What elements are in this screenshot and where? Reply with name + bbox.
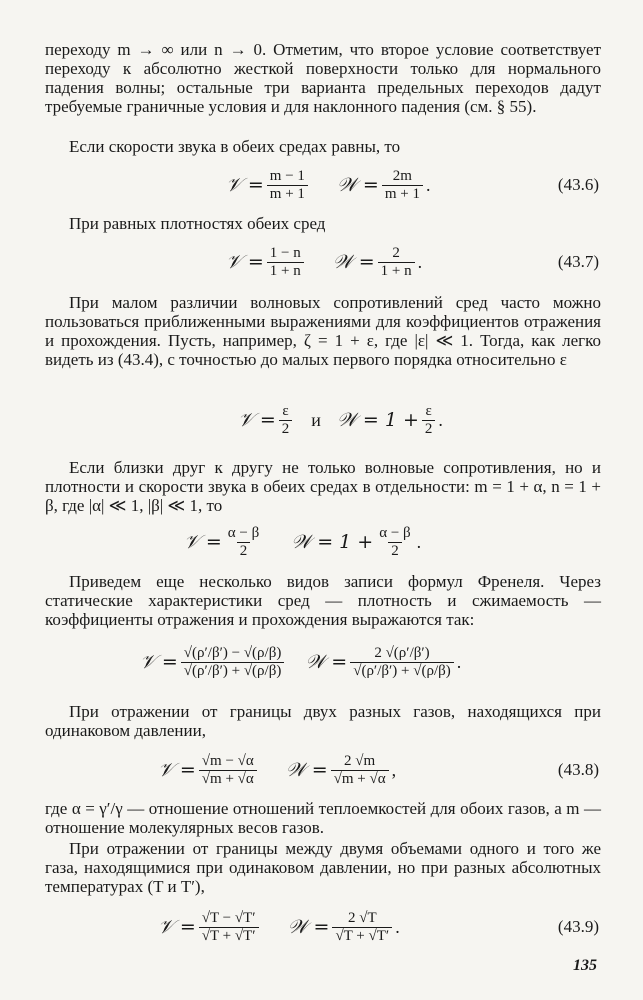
eq7-den1: √T + √T′ — [199, 927, 259, 945]
eq6-lhs2: 𝒲 = — [285, 759, 328, 781]
equation-label-43-8: (43.8) — [557, 760, 599, 779]
paragraph-9: При отражении от границы между двумя объемами одного и того же газа, находящимися при одинаковом давлении, но при разных абсолютных температурах (T и T′), — [45, 839, 601, 896]
eq1-num1: m − 1 — [269, 167, 305, 184]
eq6-tail: , — [391, 759, 397, 780]
eq3-lhs2: 𝒲 = 1 + — [336, 409, 419, 431]
eq4-num1: α − β — [227, 524, 260, 541]
eq1-lhs2: 𝒲 = — [336, 174, 379, 196]
page-number: 135 — [573, 957, 597, 974]
eq7-lhs2: 𝒲 = — [287, 916, 330, 938]
eq7-lhs1: 𝒱 = — [158, 916, 196, 938]
eq7-den2: √T + √T′ — [332, 927, 392, 945]
equation-label-43-6: (43.6) — [557, 175, 599, 194]
eq2-lhs2: 𝒲 = — [332, 251, 375, 273]
eq4-num2: α − β — [379, 524, 411, 541]
eq4-tail: . — [416, 531, 422, 552]
eq5-den2: √(ρ′/β′) + √(ρ/β) — [350, 662, 454, 680]
eq7-num1: √T − √T′ — [201, 909, 256, 926]
eq5-num2: 2 √(ρ′/β′) — [374, 644, 430, 661]
eq3-num1: ε — [282, 402, 289, 419]
eq2-num2: 2 — [392, 244, 400, 261]
eq4-lhs1: 𝒱 = — [184, 531, 222, 553]
equation-fresnel-static — [0, 640, 643, 684]
eq2-tail: . — [417, 251, 423, 272]
paragraph-1: переходу m → ∞ или n → 0. Отметим, что второе условие соответствует переходу к абсолютно жесткой поверхности только для нормального падения волны; остальные три варианта предельных переходов дадут требуемые граничные условия и для наклонного падения (см. § 55). — [45, 40, 601, 116]
equation-label-43-7: (43.7) — [557, 252, 599, 271]
eq5-lhs1: 𝒱 = — [140, 651, 178, 673]
eq5-den1: √(ρ′/β′) + √(ρ/β) — [181, 662, 285, 680]
equation-43-8 — [0, 748, 643, 792]
eq1-tail: . — [425, 174, 431, 195]
eq2-lhs1: 𝒱 = — [226, 251, 264, 273]
eq3-den1: 2 — [279, 420, 293, 438]
eq3-tail: . — [438, 409, 443, 430]
equation-label-43-9: (43.9) — [557, 917, 599, 936]
equation-43-7 — [0, 240, 643, 284]
paragraph-8: где α = γ′/γ — отношение отношений теплоемкостей для обоих газов, а m — отношение молекулярных весов газов. — [45, 799, 601, 837]
eq3-mid: и — [311, 409, 321, 430]
eq3-den2: 2 — [422, 420, 436, 438]
eq1-num2: 2m — [392, 167, 412, 184]
paragraph-4: При малом различии волновых сопротивлений сред часто можно пользоваться приближенными выражениями для коэффициентов отражения и прохождения. Пусть, например, ζ = 1 + ε, где |ε| ≪ 1. Тогда, как легко видеть из (43.4), с точностью до малых первого порядка относительно ε — [45, 293, 601, 369]
paragraph-7: При отражении от границы двух разных газов, находящихся при одинаковом давлении, — [45, 702, 601, 740]
equation-small-epsilon — [0, 398, 643, 442]
eq6-den2: √m + √α — [331, 770, 389, 788]
paragraph-6: Приведем еще несколько видов записи формул Френеля. Через статические характеристики сред — плотность и сжимаемость — коэффициенты отражения и прохождения выражаются так: — [45, 572, 601, 629]
eq3-lhs1: 𝒱 = — [238, 409, 276, 431]
eq7-tail: . — [395, 916, 400, 937]
eq2-num1: 1 − n — [269, 244, 301, 261]
eq1-den1: m + 1 — [267, 185, 308, 203]
eq4-lhs2: 𝒲 = 1 + — [291, 531, 374, 553]
equation-43-9 — [0, 905, 643, 949]
equation-43-6 — [0, 163, 643, 207]
eq3-num2: ε — [425, 402, 432, 419]
paragraph-3: При равных плотностях обеих сред — [69, 214, 326, 233]
eq4-den2: 2 — [388, 542, 402, 560]
eq2-den1: 1 + n — [267, 262, 304, 280]
eq1-den2: m + 1 — [382, 185, 423, 203]
equation-alpha-beta — [0, 520, 643, 564]
eq1-lhs1: 𝒱 = — [226, 174, 264, 196]
eq6-num2: 2 √m — [344, 752, 376, 769]
eq2-den2: 1 + n — [378, 262, 415, 280]
eq6-den1: √m + √α — [199, 770, 257, 788]
eq7-num2: 2 √T — [347, 909, 377, 926]
eq6-lhs1: 𝒱 = — [158, 759, 196, 781]
eq5-lhs2: 𝒲 = — [305, 651, 348, 673]
eq6-num1: √m − √α — [201, 752, 254, 769]
paragraph-2: Если скорости звука в обеих средах равны, то — [69, 137, 401, 156]
eq4-den1: 2 — [237, 542, 251, 560]
eq5-num1: √(ρ′/β′) − √(ρ/β) — [183, 644, 282, 661]
paragraph-5: Если близки друг к другу не только волновые сопротивления, но и плотности и скорости звука в обеих средах в отдельности: m = 1 + α, n = 1 + β, где |α| ≪ 1, |β| ≪ 1, то — [45, 458, 601, 515]
eq5-tail: . — [456, 651, 462, 672]
